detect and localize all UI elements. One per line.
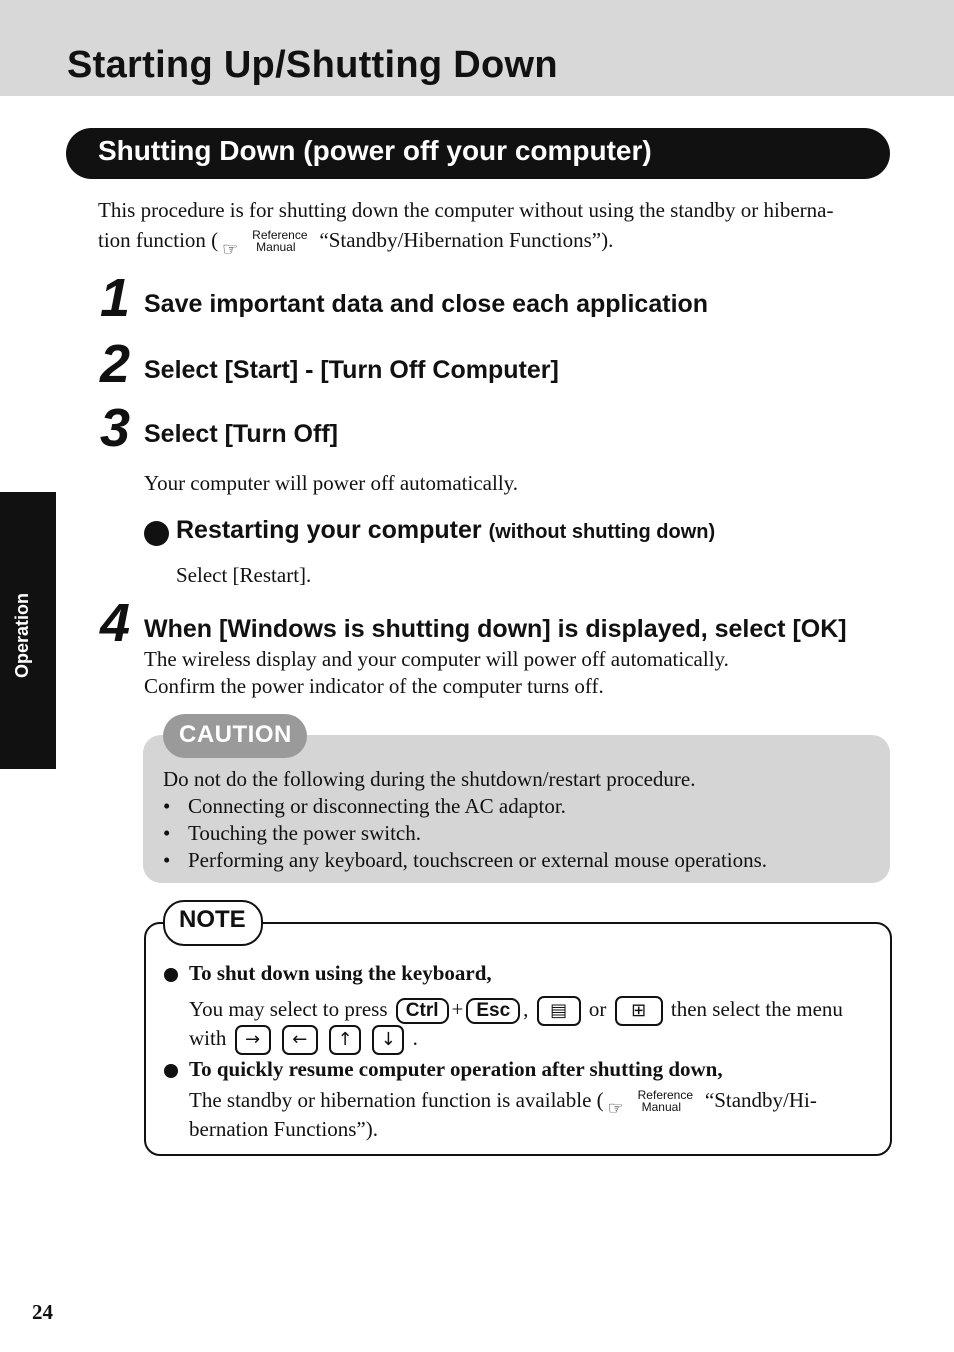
hand-pointer-icon: ☞ [607,1098,624,1120]
step-title-3: Select [Turn Off] [144,420,338,448]
step-number-2: 2 [100,334,131,394]
note-item-1-line-2: with → ← ↑ ↓ . [189,1024,418,1055]
hand-pointer-icon: ☞ [222,239,239,261]
esc-key-icon: Esc [466,998,520,1024]
step-number-1: 1 [100,268,131,328]
note-item-2-heading: To quickly resume computer operation after shutting down, [189,1057,723,1081]
intro-text-2: tion function ( [98,228,219,252]
step-number-4: 4 [100,593,131,653]
windows-menu-key-icon: ▤ [537,996,581,1026]
note-item-1-heading: To shut down using the keyboard, [189,961,492,985]
intro-text-3: “Standby/Hibernation Functions”). [314,228,614,252]
note-label: NOTE [179,906,246,933]
step-4-text: The wireless display and your computer will power off automatically. Confirm the power indicator of the computer turns off. [144,647,729,698]
caution-item: • Connecting or disconnecting the AC adaptor. [163,794,566,818]
caution-item: • Touching the power switch. [163,821,421,845]
note-item-1-line-1: You may select to press Ctrl + Esc , ▤ or ⊞ then select the menu [189,995,843,1026]
intro-text-1: This procedure is for shutting down the computer without using the standby or hiberna- [98,198,834,222]
caution-text [163,766,883,874]
ctrl-key-icon: Ctrl [396,998,449,1024]
intro-paragraph [98,195,893,261]
note-bullet-icon [164,1064,178,1078]
note-bullet-icon [164,968,178,982]
reference-manual-icon: ☞ Reference Manual [220,229,312,255]
arrow-down-key-icon: ↓ [372,1025,404,1055]
arrow-left-key-icon: ← [282,1025,318,1055]
windows-logo-key-icon: ⊞ [615,996,663,1026]
note-item-2-line-1: The standby or hibernation function is available ( ☞ Reference Manual “Standby/Hi- [189,1086,817,1115]
step-title-2: Select [Start] - [Turn Off Computer] [144,356,559,384]
restart-text: Select [Restart]. [176,563,312,587]
restart-heading: Restarting your computer (without shutting down) [176,516,716,544]
page-number: 24 [32,1300,53,1324]
arrow-up-key-icon: ↑ [329,1025,361,1055]
note-item-2-line-2: bernation Functions”). [189,1117,378,1141]
reference-manual-icon: ☞ Reference Manual [606,1089,698,1115]
section-title: Shutting Down (power off your computer) [98,135,652,166]
arrow-right-key-icon: → [235,1025,271,1055]
restart-bullet-icon [144,521,169,546]
caution-item: • Performing any keyboard, touchscreen or external mouse operations. [163,848,768,872]
step-title-4: When [Windows is shutting down] is displayed, select [OK] [144,615,847,643]
caution-label: CAUTION [179,721,292,748]
page-title: Starting Up/Shutting Down [67,44,558,86]
caution-intro: Do not do the following during the shutdown/restart procedure. [163,767,696,791]
side-tab-label: Operation [12,592,32,678]
step-number-3: 3 [100,398,131,458]
step-3-text: Your computer will power off automatically. [144,471,519,495]
step-title-1: Save important data and close each application [144,290,709,318]
